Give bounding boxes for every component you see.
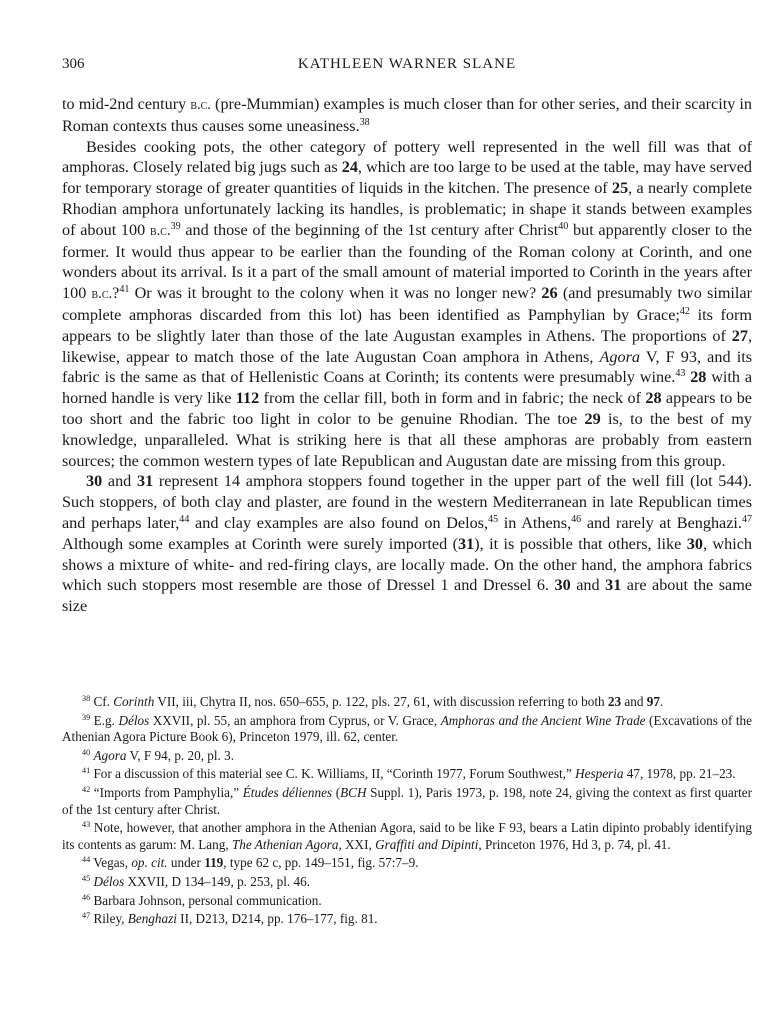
footnote-ref: 47: [82, 911, 91, 921]
footnotes: [62, 694, 752, 930]
text-run: V, F 93, and its fabric is the same as that of Hellenistic Coans at Corinth; its contents were presumably wine.: [62, 347, 752, 387]
text-run: 31: [136, 472, 154, 491]
text-run: Or was it brought to the colony when it was no longer new?: [129, 284, 542, 303]
text-run: under: [167, 855, 205, 871]
text-run: XXVII, pl. 55, an amphora from Cyprus, or V. Grace,: [149, 712, 441, 728]
text-run: 30: [686, 534, 703, 553]
footnote-ref: 47: [741, 513, 752, 525]
running-head-author: KATHLEEN WARNER SLANE: [297, 56, 517, 72]
text-run: , Princeton 1976, Hd 3, p. 74, pl. 41.: [478, 836, 671, 852]
text-run: Délos: [118, 712, 150, 728]
text-run: 27: [731, 326, 748, 345]
text-run: and: [621, 694, 647, 709]
text-run: Note, however, that another amphora in the Athenian Agora, said to be like F 93, bears a Latin dipinto probably identifying its contents as garum: M. Lang,: [62, 820, 752, 852]
text-run: from the cellar fill, both in form and in fabric; the neck of: [259, 389, 646, 408]
text-run: 25: [611, 179, 629, 198]
text-run: .: [659, 694, 664, 709]
text-run: (Excavations of the Athenian Agora Picture Book 6), Princeton 1979, ill. 62, center.: [62, 712, 752, 745]
text-run: (and presumably two similar complete amphoras discarded from this lot) has been identified as Pamphylian by Grace;: [62, 284, 752, 324]
page-number: 306: [62, 56, 85, 72]
text-run: b.c.: [91, 286, 113, 303]
footnote-ref: 46: [571, 513, 582, 525]
text-run: 28: [690, 368, 707, 387]
text-run: 119: [204, 855, 224, 871]
text-run: Délos: [93, 873, 125, 889]
footnote-ref: 40: [82, 747, 91, 757]
text-run: , type 62 c, pp. 149–151, fig. 57:7–9.: [223, 855, 419, 871]
text-run: , XXI,: [338, 836, 376, 852]
text-run: its form appears to be slightly later than those of the late Augustan examples in Athens. The proportions of: [62, 305, 753, 345]
text-run: and: [570, 576, 606, 595]
text-run: Amphoras and the Ancient Wine Trade: [440, 712, 646, 728]
text-run: (pre-Mummian) examples is much closer than for other series, and their scarcity in Roman contexts thus causes some uneasiness.: [62, 95, 753, 135]
text-run: 30: [86, 472, 103, 491]
footnote: [62, 785, 752, 818]
text-run: For a discussion of this material see C. K. Williams, II, “Corinth 1977, Forum Southwest,”: [90, 766, 576, 782]
text-run: E.g.: [90, 712, 119, 728]
footnote: [62, 874, 752, 891]
footnote: [62, 694, 752, 711]
text-run: in Athens,: [498, 513, 572, 532]
text-run: Benghazi: [127, 911, 177, 927]
body-text: [62, 94, 752, 617]
text-run: Suppl. 1), Paris 1973, p. 198, note 24, giving the context as first quarter of the 1st century after Christ.: [62, 784, 752, 817]
text-run: Études déliennes: [242, 784, 333, 800]
footnote-ref: 45: [488, 513, 499, 525]
text-run: , a nearly complete Rhodian amphora unfortunately lacking its handles, is problematic; in shape it stands between examples of about 100: [62, 179, 752, 239]
text-run: , likewise, appear to match those of the late Augustan Coan amphora in Athens,: [62, 326, 752, 366]
footnote: [62, 766, 752, 783]
body-paragraph: [62, 137, 752, 472]
text-run: and those of the beginning of the 1st century after Christ: [180, 220, 559, 239]
footnote: [62, 713, 752, 746]
footnote: [62, 911, 752, 928]
footnote-ref: 40: [558, 220, 569, 232]
text-run: V, F 94, p. 20, pl. 3.: [126, 747, 235, 763]
text-run: Riley,: [90, 911, 128, 927]
text-run: VII, iii, Chytra II, nos. 650–655, p. 122, pls. 27, 61, with discussion referring to both: [154, 694, 608, 709]
text-run: 112: [235, 389, 260, 408]
text-run: and: [102, 472, 137, 491]
text-run: 31: [458, 534, 475, 553]
footnote-ref: 42: [679, 305, 690, 317]
text-run: appears to be too short and the fabric too light in color to be genuine Rhodian. The toe: [62, 389, 752, 428]
footnote-ref: 41: [119, 284, 130, 296]
text-run: are about the same size: [62, 576, 752, 616]
footnote: [62, 820, 752, 853]
text-run: b.c.: [149, 222, 171, 239]
text-run: Although some examples at Corinth were surely imported (: [62, 534, 458, 553]
footnote-ref: 44: [82, 855, 91, 865]
text-run: Hesperia: [575, 766, 624, 782]
text-run: 30: [554, 576, 571, 595]
text-run: Corinth: [113, 694, 155, 709]
text-run: II, D213, D214, pp. 176–177, fig. 81.: [176, 911, 378, 927]
text-run: with a horned handle is very like: [62, 368, 753, 408]
text-run: Graffiti and Dipinti: [375, 836, 479, 852]
text-run: but apparently closer to the former. It would thus appear to be earlier than the founding of the Roman colony at Corinth, and one wonders about its arrival. Is it a part of the small amount of material imported to Corinth in the years after 100: [62, 220, 752, 303]
text-run: (: [332, 784, 341, 800]
text-run: op. cit.: [131, 855, 168, 871]
text-run: 26: [541, 284, 558, 303]
text-run: Agora: [93, 747, 127, 763]
text-run: and rarely at Benghazi.: [581, 513, 742, 532]
footnote-ref: 46: [82, 892, 91, 902]
text-run: , which shows a mixture of white- and red-firing clays, are locally made. On the other hand, the amphora fabrics which such stoppers most resemble are those of Dressel 1 and Dressel 6.: [62, 534, 752, 595]
footnote-ref: 41: [82, 766, 91, 776]
body-paragraph: [62, 471, 752, 617]
text-run: The Athenian Agora: [231, 836, 339, 852]
text-run: ), it is possible that others, like: [474, 534, 687, 553]
footnote-ref: 45: [82, 874, 91, 884]
text-run: represent 14 amphora stoppers found together in the upper part of the well fill (lot 544). Such stoppers, of both clay and plaster, are found in the western Mediterranean in late Republican times and perhaps later,: [62, 472, 753, 532]
footnote-ref: 42: [82, 785, 91, 795]
text-run: Besides cooking pots, the other category of pottery well represented in the well fill was that of amphoras. Closely related big jugs such as: [62, 137, 752, 177]
text-run: XXVII, D 134–149, p. 253, pl. 46.: [124, 873, 310, 889]
text-run: “Imports from Pamphylia,”: [90, 784, 243, 800]
text-run: to mid-2nd century: [62, 95, 191, 113]
text-run: , which are too large to be used at the table, may have served for temporary storage of greater quantities of liquids in the kitchen. The presence of: [62, 158, 752, 198]
text-run: 31: [605, 576, 622, 595]
footnote-ref: 43: [82, 820, 91, 830]
text-run: Vegas,: [90, 855, 132, 871]
text-run: Barbara Johnson, personal communication.: [90, 892, 322, 908]
footnote-ref: 43: [675, 368, 686, 380]
text-run: 97: [646, 694, 660, 709]
text-run: 24: [341, 158, 358, 177]
text-run: and clay examples are also found on Delos,: [189, 513, 489, 532]
text-run: 23: [607, 694, 622, 709]
body-paragraph: [62, 94, 752, 137]
text-run: ?: [112, 284, 120, 303]
footnote-ref: 38: [82, 694, 91, 704]
text-run: BCH: [340, 784, 367, 800]
footnote: [62, 748, 752, 765]
footnote: [62, 893, 752, 910]
footnote-ref: 39: [82, 712, 91, 722]
footnote-ref: 44: [179, 513, 190, 525]
footnote-ref: 38: [359, 116, 370, 128]
footnote-ref: 39: [170, 220, 181, 232]
text-run: 29: [584, 409, 601, 428]
running-header: [62, 56, 752, 78]
text-run: b.c.: [190, 97, 211, 113]
footnote: [62, 855, 752, 872]
text-run: 47, 1978, pp. 21–23.: [623, 766, 736, 782]
text-run: 28: [645, 389, 662, 408]
text-run: is, to the best of my knowledge, unparalleled. What is striking here is that all these amphoras are probably from eastern sources; the common western types of late Republican and Augustan date are missing from this group.: [62, 409, 752, 470]
text-run: Agora: [599, 347, 640, 366]
text-run: Cf.: [90, 694, 114, 709]
